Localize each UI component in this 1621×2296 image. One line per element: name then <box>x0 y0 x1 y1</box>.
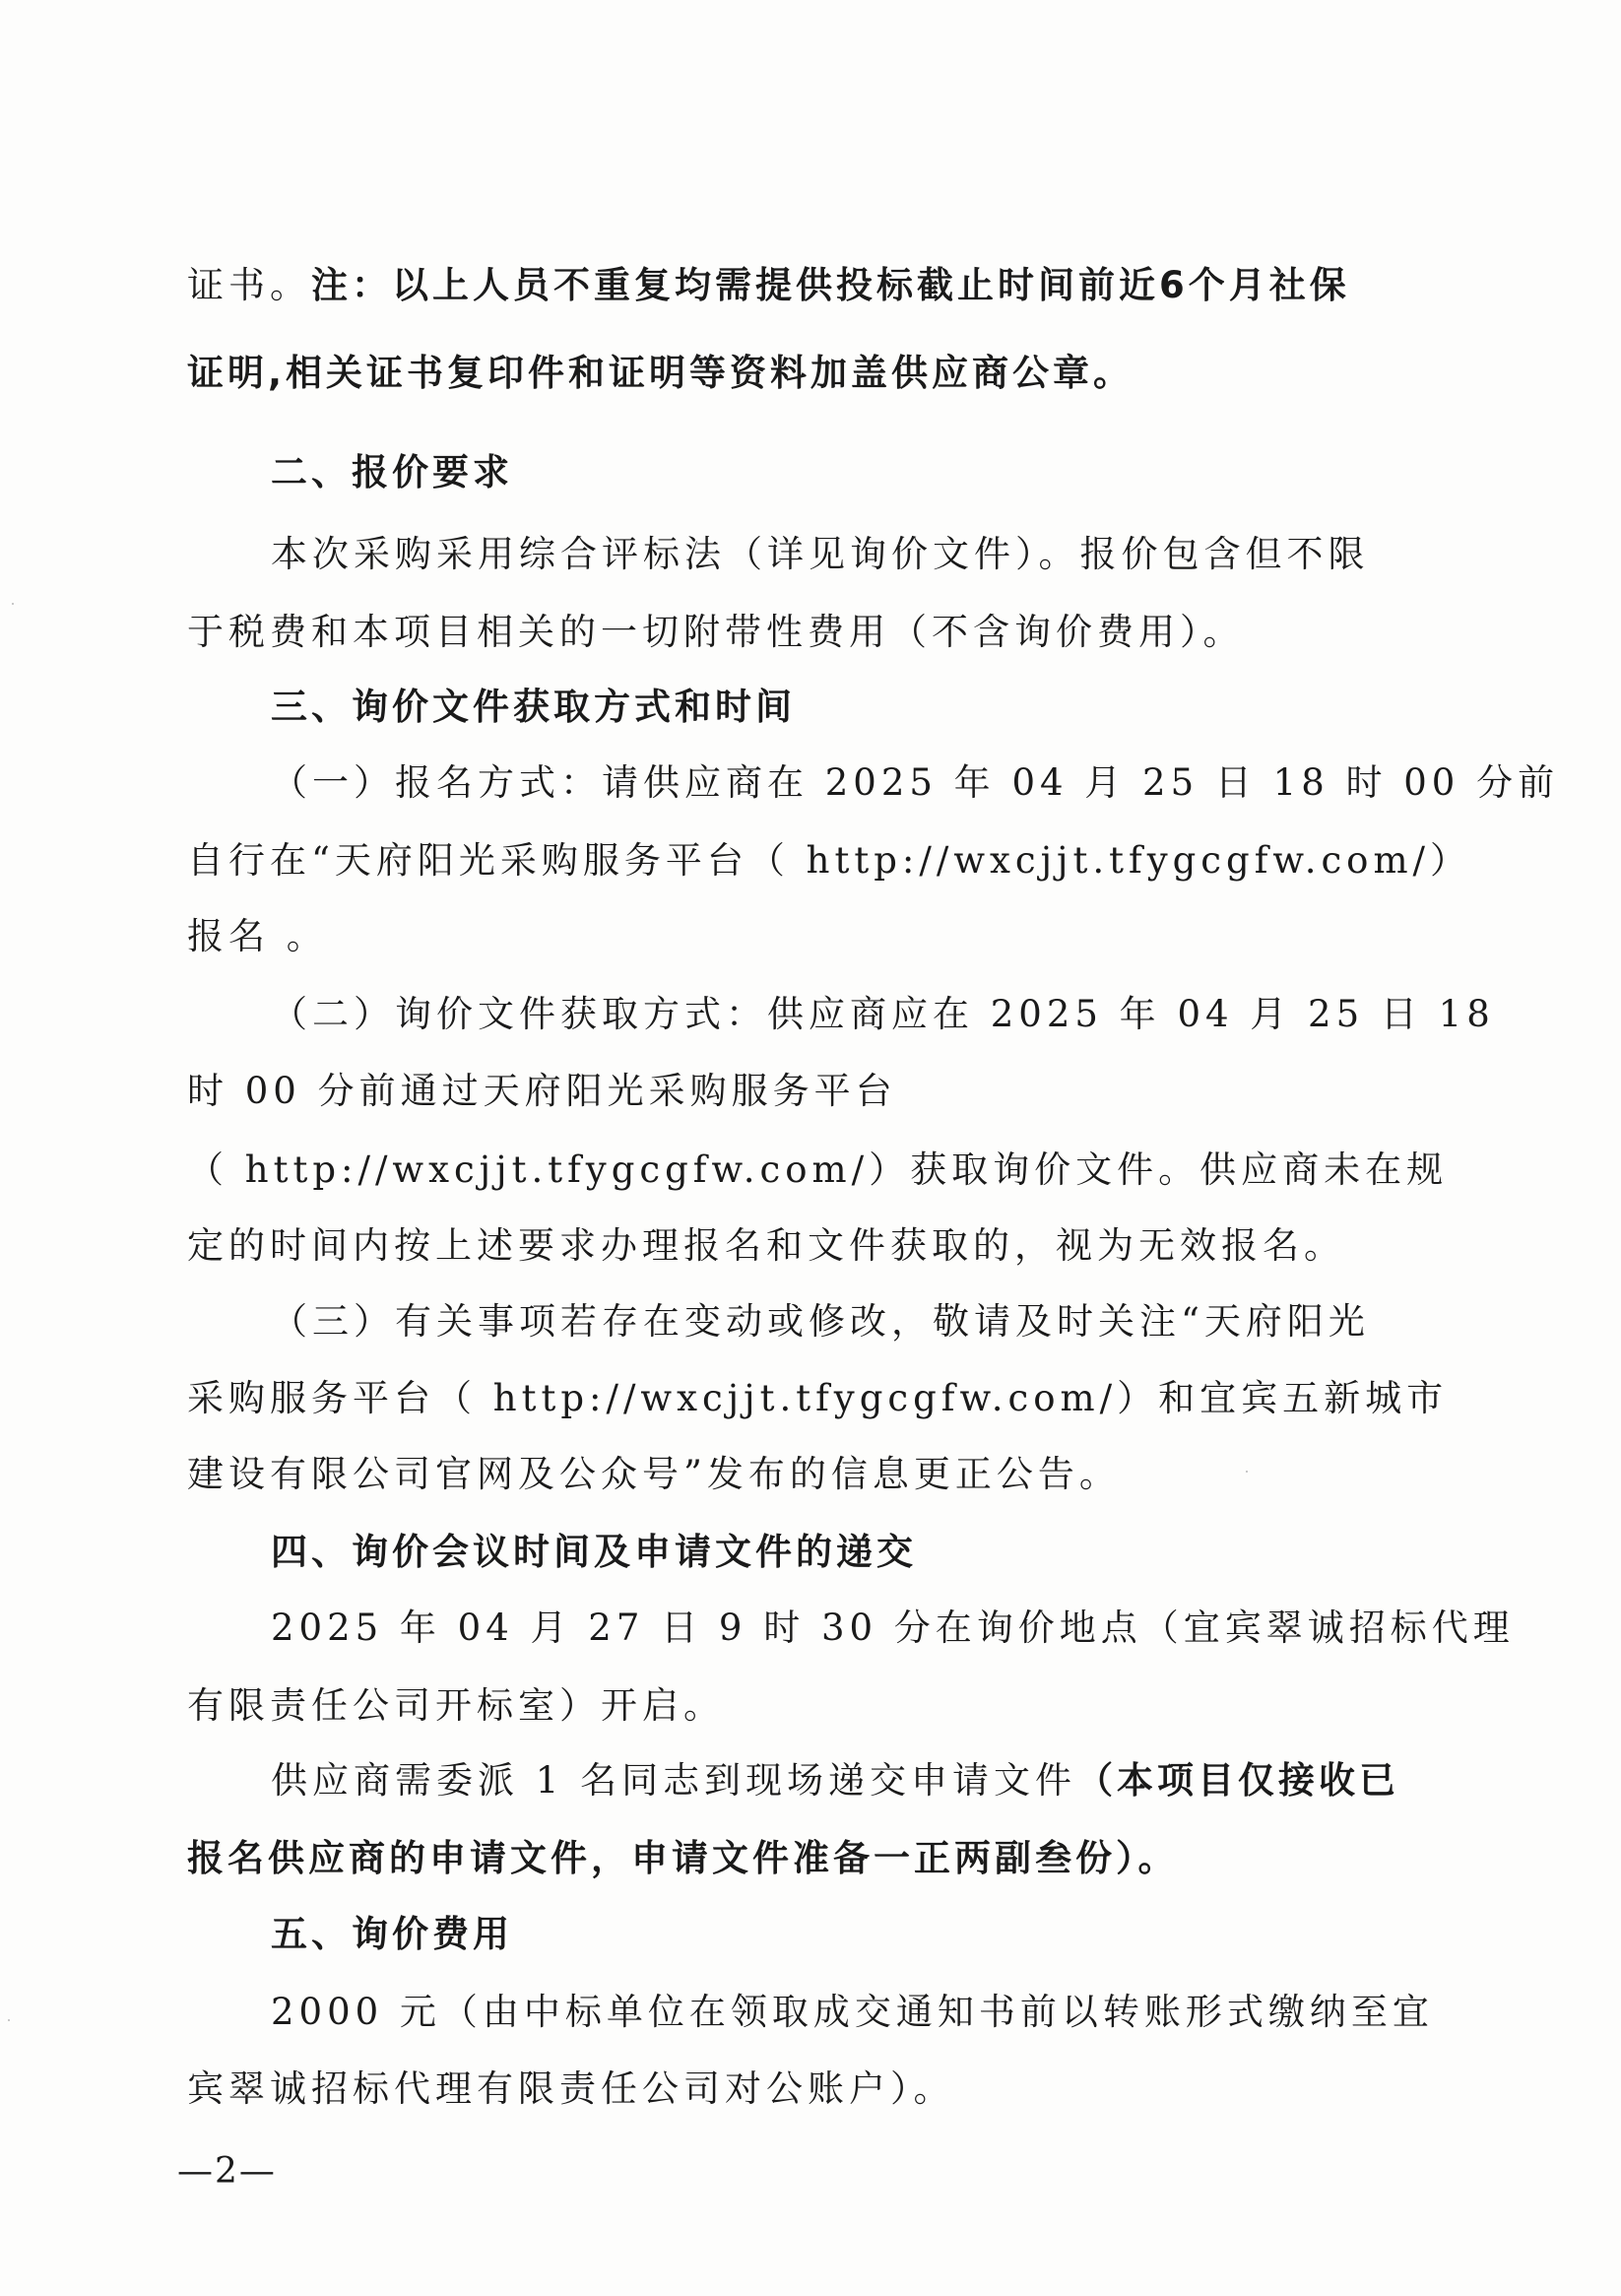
text-line-9: 报名 。 <box>187 915 328 957</box>
text-line-13: 定的时间内按上述要求办理报名和文件获取的，视为无效报名。 <box>187 1224 1345 1267</box>
text-line-10: （二）询价文件获取方式：供应商应在 2025 年 04 月 25 日 18 <box>271 993 1495 1035</box>
text-line-21: 报名供应商的申请文件，申请文件准备一正两副叁份）。 <box>187 1837 1179 1879</box>
text-line-20-normal: 供应商需委派 1 名同志到现场递交申请文件 <box>271 1759 1077 1802</box>
text-line-15: 采购服务平台（ http://wxcjjt.tfygcgfw.com/）和宜宾五新城市 <box>187 1377 1449 1419</box>
section-heading-2: 二、报价要求 <box>271 451 513 493</box>
text-line-1-normal: 证书。 <box>187 264 311 306</box>
text-line-23: 2000 元（由中标单位在领取成交通知书前以转账形式缴纳至宜 <box>271 1991 1434 2033</box>
text-line-19: 有限责任公司开标室）开启。 <box>187 1684 725 1727</box>
text-line-5: 于税费和本项目相关的一切附带性费用（不含询价费用）。 <box>187 611 1245 653</box>
text-line-2: 证明,相关证书复印件和证明等资料加盖供应商公章。 <box>187 352 1135 394</box>
section-heading-5: 五、询价费用 <box>271 1913 513 1955</box>
text-line-1-bold: 注：以上人员不重复均需提供投标截止时间前近6个月社保 <box>311 264 1350 306</box>
scan-speck <box>8 2019 10 2021</box>
text-line-11: 时 00 分前通过天府阳光采购服务平台 <box>187 1070 897 1112</box>
scan-speck <box>12 603 14 605</box>
text-line-8: 自行在“天府阳光采购服务平台（ http://wxcjjt.tfygcgfw.com/） <box>187 839 1472 882</box>
text-line-14: （三）有关事项若存在变动或修改，敬请及时关注“天府阳光 <box>271 1300 1370 1343</box>
text-line-7: （一）报名方式：请供应商在 2025 年 04 月 25 日 18 时 00 分前 <box>271 761 1560 804</box>
page-number: —2— <box>177 2151 277 2192</box>
text-line-4: 本次采购采用综合评标法（详见询价文件）。报价包含但不限 <box>271 533 1370 575</box>
text-line-16: 建设有限公司官网及公众号”发布的信息更正公告。 <box>187 1453 1121 1495</box>
text-line-20 <box>271 1756 1551 1805</box>
text-line-18: 2025 年 04 月 27 日 9 时 30 分在询价地点（宜宾翠诚招标代理 <box>271 1607 1515 1649</box>
scan-speck <box>1246 1471 1248 1473</box>
text-line-1 <box>187 261 1467 310</box>
section-heading-3: 三、询价文件获取方式和时间 <box>271 686 796 728</box>
text-line-20-bold: （本项目仅接收已 <box>1076 1759 1400 1802</box>
text-line-12: （ http://wxcjjt.tfygcgfw.com/）获取询价文件。供应商未在规 <box>187 1148 1449 1191</box>
text-line-24: 宾翠诚招标代理有限责任公司对公账户）。 <box>187 2067 955 2110</box>
section-heading-4: 四、询价会议时间及申请文件的递交 <box>271 1531 917 1573</box>
